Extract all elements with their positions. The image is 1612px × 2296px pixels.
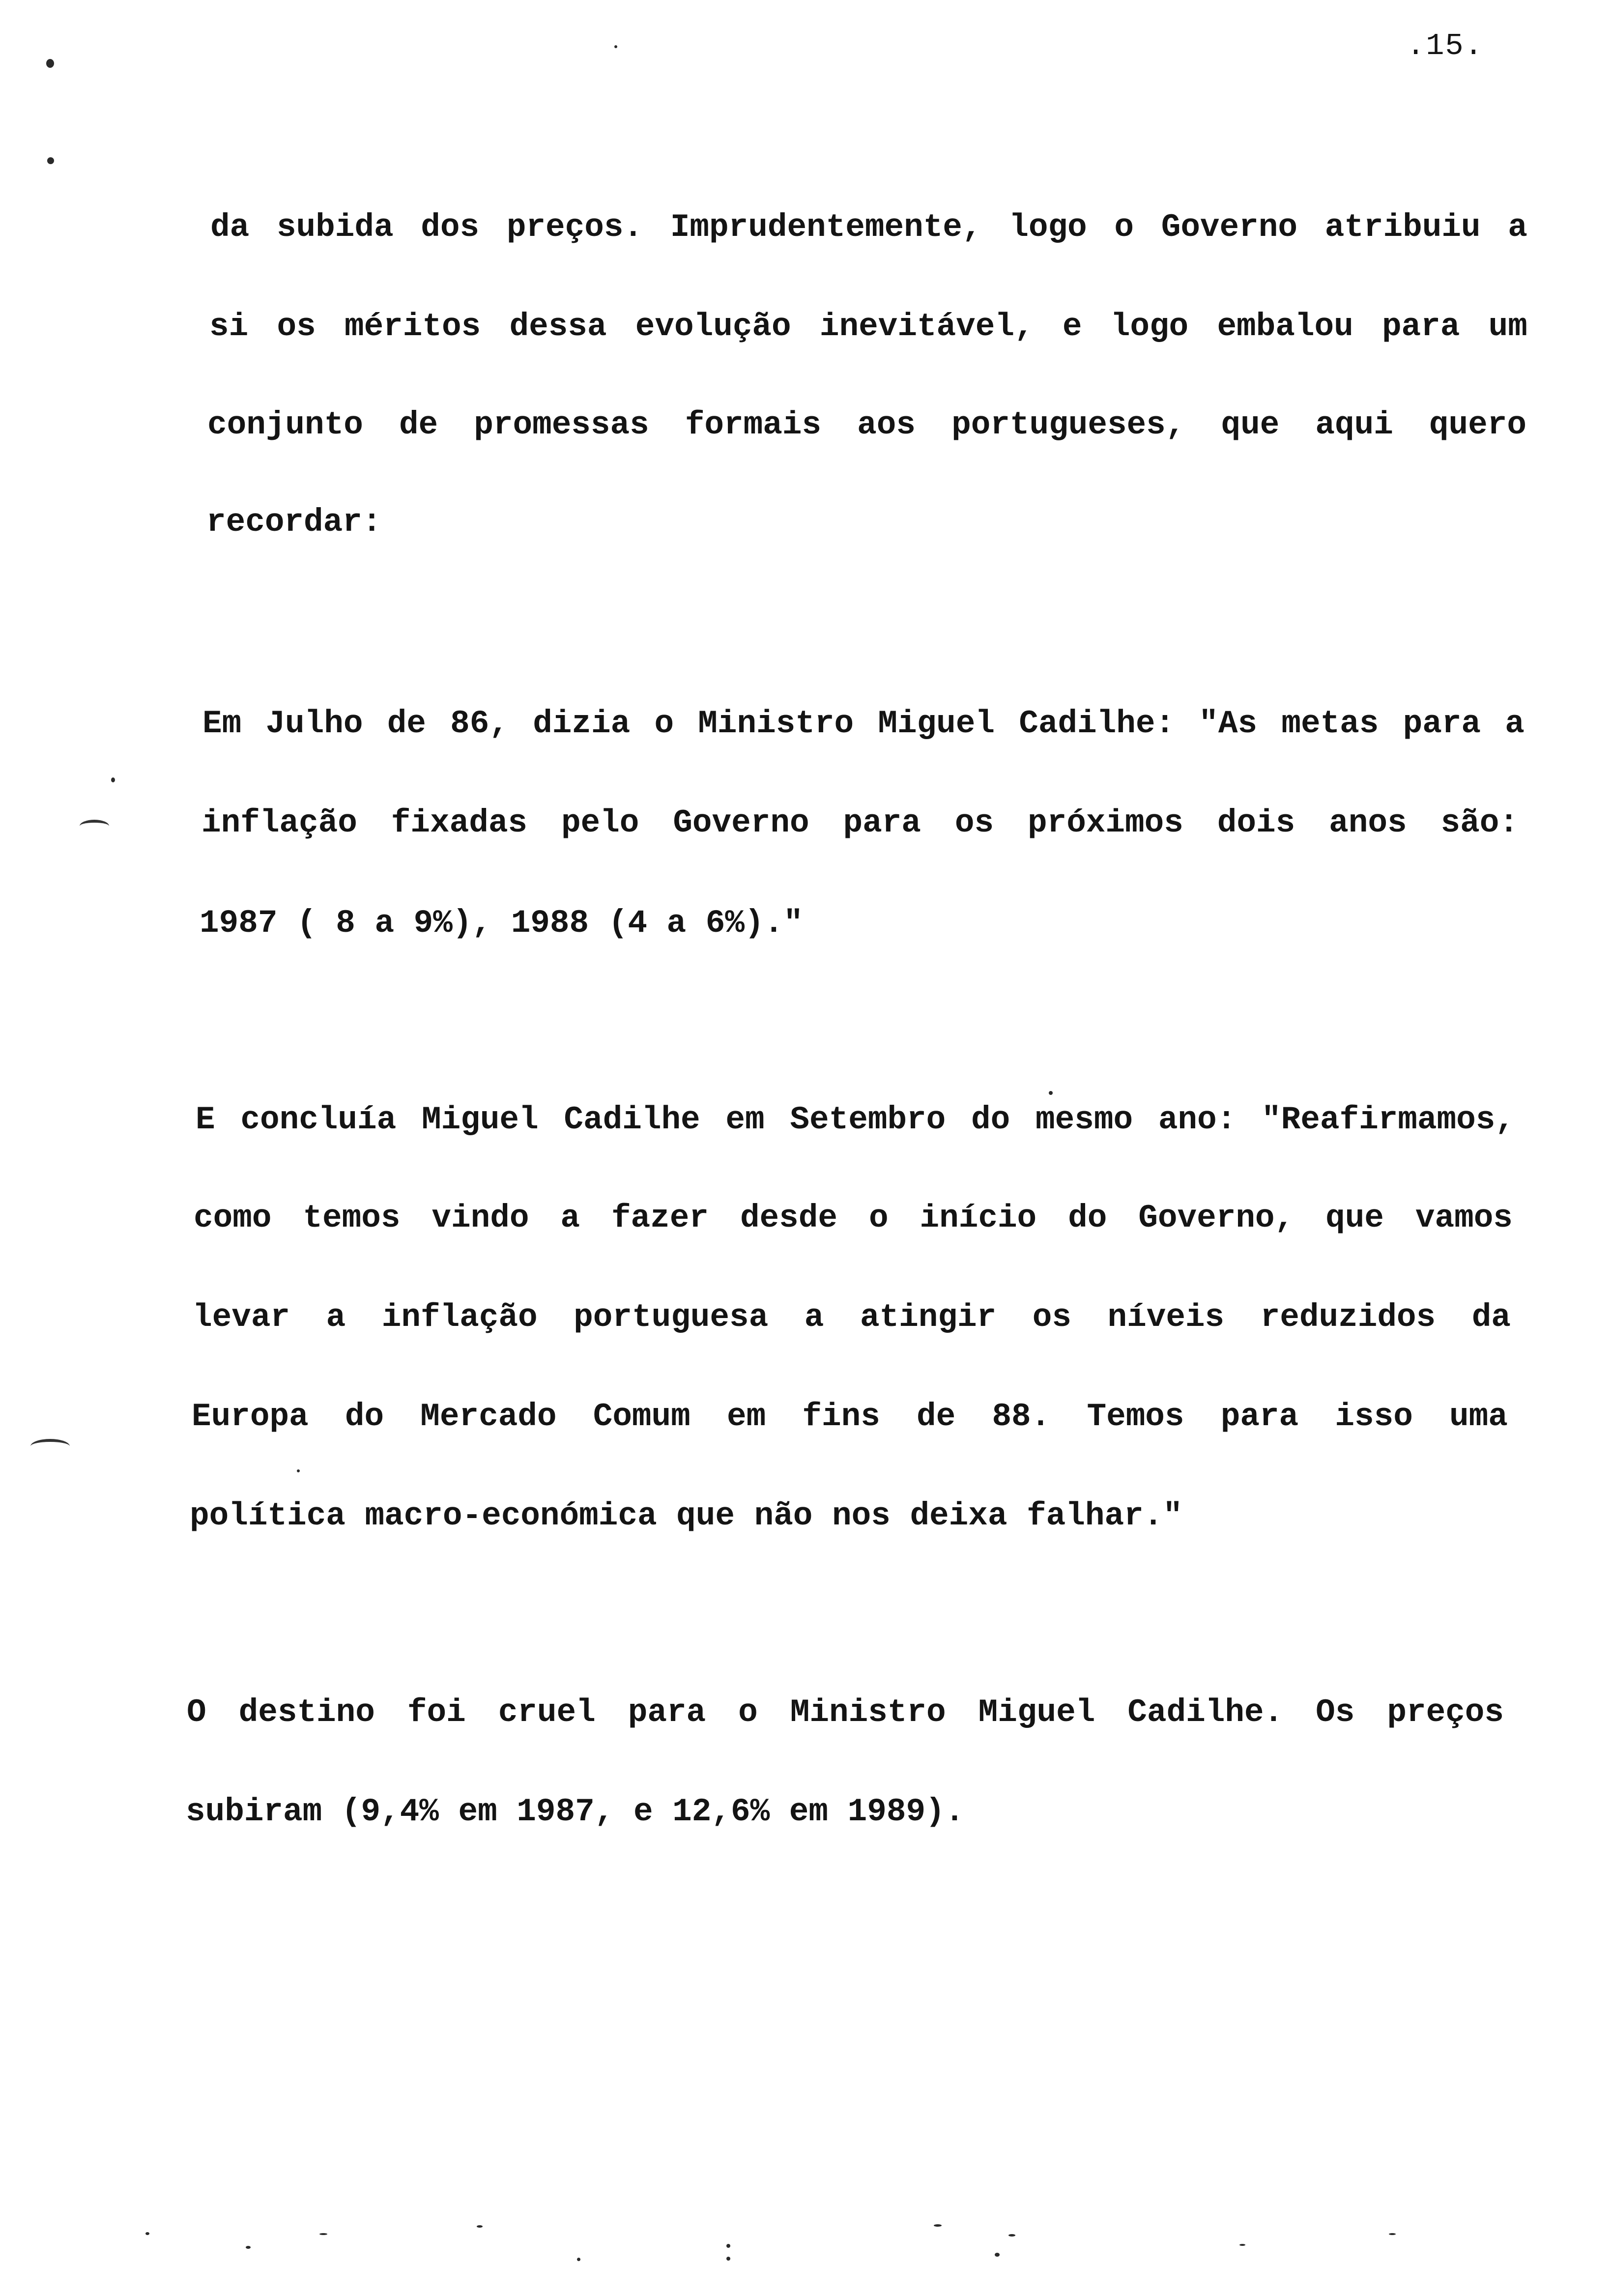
word: subida: [276, 209, 394, 246]
text-line: [202, 804, 1519, 841]
word: de: [917, 1398, 956, 1435]
word: fixadas: [391, 804, 528, 841]
word: para: [1382, 308, 1460, 345]
word: Ministro: [790, 1694, 946, 1731]
word: em: [726, 1398, 766, 1435]
word: Miguel: [422, 1101, 539, 1138]
word: embalou: [1217, 308, 1353, 345]
word: Miguel: [878, 705, 995, 742]
word: dizia: [533, 705, 631, 742]
word: evolução: [635, 308, 791, 345]
word: início: [920, 1200, 1037, 1236]
scan-speck: [477, 2225, 483, 2228]
word: dessa: [509, 308, 607, 345]
word: fins: [802, 1398, 880, 1435]
scan-speck: [726, 2257, 730, 2261]
text-line: [207, 406, 1526, 443]
word: a: [326, 1299, 346, 1336]
word: atingir: [860, 1299, 997, 1336]
word: vamos: [1415, 1200, 1513, 1236]
text-line: [202, 705, 1525, 742]
text-line: política macro-económica que não nos deixa falhar.": [190, 1497, 1182, 1534]
word: "As: [1199, 705, 1258, 742]
word: a: [1508, 209, 1527, 246]
word: Os: [1316, 1694, 1355, 1731]
word: o: [654, 705, 674, 742]
word: Temos: [1087, 1398, 1184, 1435]
word: Em: [202, 705, 242, 742]
scan-speck: [111, 777, 115, 782]
word: um: [1488, 308, 1527, 345]
word: atribuiu: [1324, 209, 1481, 246]
word: Mercado: [420, 1398, 557, 1435]
word: dois: [1217, 804, 1295, 841]
word: os: [954, 804, 994, 841]
word: destino: [238, 1694, 375, 1731]
scan-speck: [47, 157, 54, 164]
text-line: 1987 ( 8 a 9%), 1988 (4 a 6%).": [200, 905, 803, 942]
word: portuguesa: [574, 1299, 769, 1336]
word: inflação: [202, 804, 357, 841]
text-line: [210, 211, 1527, 244]
word: concluía: [240, 1101, 397, 1138]
word: Setembro: [790, 1101, 946, 1138]
word: logo: [1009, 209, 1087, 246]
word: para: [1403, 705, 1481, 742]
text-line: subiram (9,4% em 1987, e 12,6% em 1989).: [186, 1793, 965, 1830]
text-line: [196, 1101, 1515, 1138]
word: do: [345, 1398, 384, 1435]
scan-speck: [934, 2224, 942, 2227]
text-line: [193, 1301, 1511, 1334]
word: uma: [1449, 1398, 1508, 1435]
word: do: [1068, 1200, 1107, 1236]
word: do: [971, 1101, 1010, 1138]
word: os: [1032, 1299, 1071, 1336]
word: o: [868, 1200, 889, 1236]
word: fazer: [611, 1200, 709, 1236]
word: os: [277, 308, 316, 345]
scan-speck: [577, 2258, 580, 2261]
word: e: [1062, 308, 1082, 345]
word: foi: [407, 1694, 466, 1731]
word: pelo: [561, 804, 639, 841]
word: 88.: [992, 1398, 1051, 1435]
scan-mark: [30, 1439, 70, 1454]
word: o: [1114, 209, 1134, 246]
word: vindo: [432, 1200, 529, 1236]
word: aqui: [1315, 406, 1393, 443]
word: promessas: [474, 406, 649, 443]
word: metas: [1281, 705, 1379, 742]
word: são:: [1440, 804, 1519, 841]
text-line: recordar:: [206, 504, 382, 541]
word: preços: [1387, 1694, 1504, 1731]
word: de: [399, 406, 438, 443]
word: Cadilhe.: [1127, 1694, 1284, 1731]
word: isso: [1335, 1398, 1413, 1435]
word: inevitável,: [819, 308, 1034, 345]
word: como: [194, 1200, 272, 1236]
word: méritos: [344, 308, 481, 345]
scan-speck: [46, 59, 54, 68]
word: preços.: [506, 209, 643, 246]
word: inflação: [381, 1299, 538, 1336]
text-line: [192, 1398, 1508, 1435]
scan-speck: [145, 2232, 149, 2235]
word: da: [1471, 1299, 1511, 1336]
scan-speck: [1239, 2244, 1245, 2246]
word: Julho: [265, 705, 363, 742]
word: a: [560, 1200, 580, 1236]
word: desde: [740, 1200, 837, 1236]
word: cruel: [498, 1694, 596, 1731]
word: a: [804, 1299, 824, 1336]
word: temos: [303, 1200, 401, 1236]
word: que: [1325, 1200, 1384, 1236]
word: Cadilhe:: [1019, 705, 1175, 742]
word: da: [210, 209, 250, 246]
word: conjunto: [207, 406, 363, 443]
word: o: [738, 1694, 758, 1731]
word: mesmo: [1036, 1101, 1133, 1138]
word: reduzidos: [1260, 1299, 1436, 1336]
word: Europa: [192, 1398, 309, 1435]
scan-speck: [1389, 2233, 1396, 2235]
word: quero: [1429, 406, 1526, 443]
scan-speck: [246, 2246, 251, 2249]
word: levar: [193, 1299, 290, 1336]
word: Cadilhe: [564, 1101, 700, 1138]
word: logo: [1110, 308, 1189, 345]
word: Governo: [673, 804, 809, 841]
word: Comum: [593, 1398, 691, 1435]
word: Ministro: [698, 705, 854, 742]
word: Governo,: [1138, 1200, 1295, 1236]
word: de: [387, 705, 426, 742]
word: que: [1221, 406, 1280, 443]
scan-speck: [319, 2233, 327, 2235]
scan-speck: [1008, 2234, 1015, 2237]
word: aos: [857, 406, 916, 443]
scan-speck: [1049, 1091, 1053, 1095]
scan-mark: [80, 820, 109, 832]
word: para: [1220, 1398, 1299, 1435]
scan-speck: [726, 2244, 730, 2248]
word: anos: [1329, 804, 1407, 841]
word: si: [209, 308, 249, 345]
scan-speck: [297, 1469, 300, 1472]
word: próximos: [1027, 804, 1183, 841]
word: 86,: [450, 705, 509, 742]
word: E: [196, 1101, 215, 1138]
word: portugueses,: [951, 406, 1185, 443]
word: para: [843, 804, 921, 841]
text-line: [194, 1202, 1513, 1234]
word: dos: [421, 209, 480, 246]
page-number: .15.: [1407, 29, 1484, 63]
word: ano:: [1158, 1101, 1237, 1138]
text-line: [187, 1696, 1504, 1729]
word: para: [628, 1694, 706, 1731]
word: Governo: [1161, 209, 1297, 246]
scan-speck: [614, 45, 617, 48]
word: a: [1505, 705, 1525, 742]
word: Imprudentemente,: [670, 209, 982, 246]
word: "Reafirmamos,: [1262, 1101, 1515, 1138]
word: Miguel: [978, 1694, 1095, 1731]
text-line: [209, 308, 1527, 345]
word: formais: [685, 406, 822, 443]
word: em: [725, 1101, 765, 1138]
word: níveis: [1107, 1299, 1225, 1336]
scan-speck: [995, 2253, 1000, 2257]
word: O: [187, 1694, 206, 1731]
